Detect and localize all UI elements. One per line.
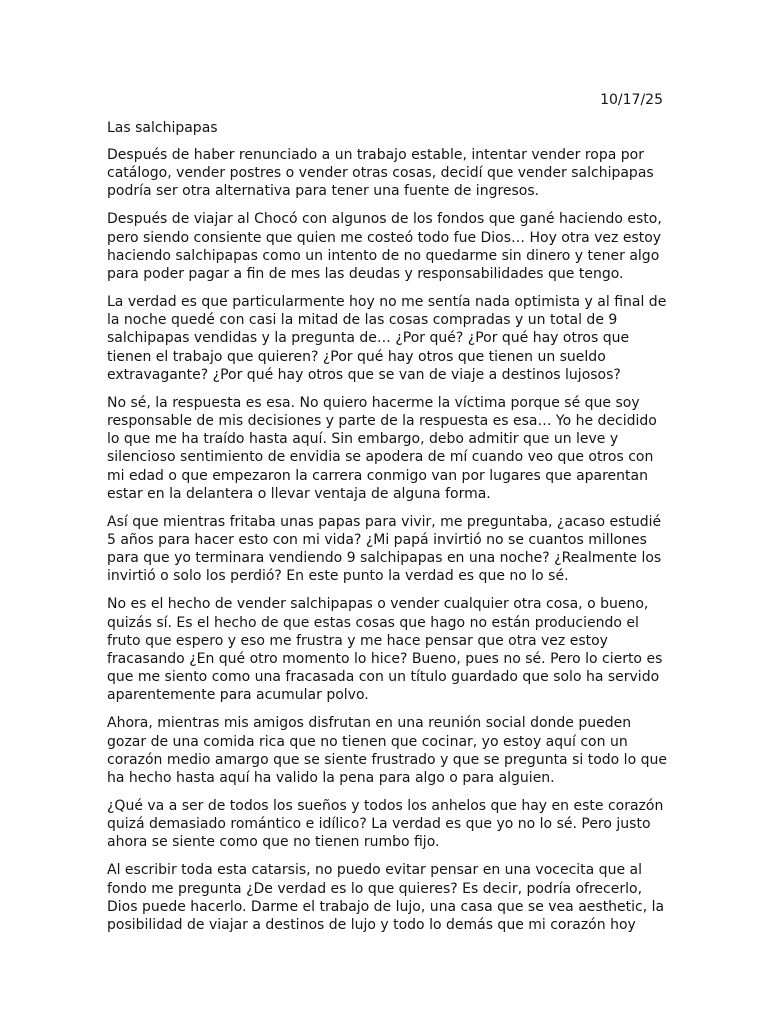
paragraph xyxy=(107,513,663,586)
paragraph xyxy=(107,146,663,200)
paragraph xyxy=(107,210,663,283)
paragraph-line: lo que me ha traído hasta aquí. Sin embargo, debo admitir que un leve y xyxy=(107,431,619,448)
paragraph-line: ¿Qué va a ser de todos los sueños y todos los anhelos que hay en este corazón xyxy=(107,798,664,814)
paragraph-line: Al escribir toda esta catarsis, no puedo evitar pensar en una vocecita que al xyxy=(107,862,642,879)
paragraph xyxy=(107,714,667,787)
paragraph-line: catálogo, vender postres o vender otras cosas, decidí que vender salchipapas xyxy=(107,165,654,182)
paragraph-line: Dios puede hacerlo. Darme el trabajo de lujo, una casa que se vea aesthetic, la xyxy=(107,898,665,915)
document-title: Las salchipapas xyxy=(107,120,218,136)
paragraph-line: posibilidad de viajar a destinos de lujo y todo lo demás que mi corazón hoy xyxy=(107,916,636,933)
paragraph-line: Así que mientras fritaba unas papas para vivir, me preguntaba, ¿acaso estudié xyxy=(107,513,662,530)
paragraph-line: fondo me pregunta ¿De verdad es lo que quieres? Es decir, podría ofrecerlo, xyxy=(107,880,643,897)
paragraph-line: tienen el trabajo que quieren? ¿Por qué hay otros que tienen un sueldo xyxy=(107,348,606,365)
paragraph-line: No es el hecho de vender salchipapas o vender cualquier otra cosa, o bueno, xyxy=(107,596,649,613)
paragraph-line: No sé, la respuesta es esa. No quiero hacerme la víctima porque sé que soy xyxy=(107,394,640,411)
paragraph-line: extravagante? ¿Por qué hay otros que se van de viaje a destinos lujosos? xyxy=(107,366,621,383)
paragraph xyxy=(107,595,663,704)
paragraph-line: haciendo salchipapas como un intento de no quedarme sin dinero y tener algo xyxy=(107,247,660,264)
paragraph-line: fruto que espero y eso me frustra y me hace pensar que otra vez estoy xyxy=(107,632,608,649)
paragraph-line: podría ser otra alternativa para tener una fuente de ingresos. xyxy=(107,183,540,200)
paragraph-line: responsable de mis decisiones y parte de la respuesta es esa… Yo he decidido xyxy=(107,413,657,430)
paragraph-line: para que yo terminara vendiendo 9 salchipapas en una noche? ¿Realmente los xyxy=(107,550,662,567)
paragraph-line: para poder pagar a fin de mes las deudas y responsabilidades que tengo. xyxy=(107,265,624,282)
paragraph-line: Después de viajar al Chocó con algunos de los fondos que gané haciendo esto, xyxy=(107,211,662,228)
paragraph-line: ha hecho hasta aquí ha valido la pena para algo o para alguien. xyxy=(107,769,555,786)
paragraph-line: silencioso sentimiento de envidia se apodera de mí cuando veo que otros con xyxy=(107,449,654,466)
paragraph-line: estar en la delantera o llevar ventaja de alguna forma. xyxy=(107,485,491,502)
paragraph xyxy=(107,861,663,934)
paragraph-line: la noche quedé con casi la mitad de las cosas compradas y un total de 9 xyxy=(107,312,618,329)
paragraph-line: ahora se siente como que no tienen rumbo fijo. xyxy=(107,834,440,851)
paragraph-line: mi edad o que empezaron la carrera conmigo van por lugares que aparentan xyxy=(107,467,648,484)
paragraph-line: Ahora, mientras mis amigos disfrutan en una reunión social donde pueden xyxy=(107,715,632,732)
paragraph xyxy=(107,293,667,384)
paragraph-line: quizá demasiado romántico e idílico? La verdad es que yo no lo sé. Pero justo xyxy=(107,816,651,833)
paragraph-line: pero siendo consiente que quien me costeó todo fue Dios… Hoy otra vez estoy xyxy=(107,229,662,246)
document-date: 10/17/25 xyxy=(600,92,663,108)
paragraph-line: corazón medio amargo que se siente frustrado y que se pregunta si todo lo que xyxy=(107,751,667,768)
document-body xyxy=(107,146,667,944)
paragraph-line: La verdad es que particularmente hoy no me sentía nada optimista y al final de xyxy=(107,294,667,311)
paragraph-line: Después de haber renunciado a un trabajo estable, intentar vender ropa por xyxy=(107,147,644,163)
paragraph-line: invirtió o solo los perdió? En este punto la verdad es que no lo sé. xyxy=(107,568,569,585)
paragraph-line: salchipapas vendidas y la pregunta de… ¿Por qué? ¿Por qué hay otros que xyxy=(107,330,630,347)
paragraph-line: fracasando ¿En qué otro momento lo hice? Bueno, pues no sé. Pero lo cierto es xyxy=(107,650,663,667)
paragraph-line: quizás sí. Es el hecho de que estas cosas que hago no están produciendo el xyxy=(107,614,639,631)
paragraph-line: que me siento como una fracasada con un título guardado que solo ha servido xyxy=(107,669,660,686)
paragraph xyxy=(107,797,663,851)
paragraph-line: 5 años para hacer esto con mi vida? ¿Mi papá invirtió no se cuantos millones xyxy=(107,531,647,548)
paragraph-line: gozar de una comida rica que no tienen que cocinar, yo estoy aquí con un xyxy=(107,733,628,750)
paragraph xyxy=(107,394,663,503)
paragraph-line: aparentemente para acumular polvo. xyxy=(107,687,369,704)
